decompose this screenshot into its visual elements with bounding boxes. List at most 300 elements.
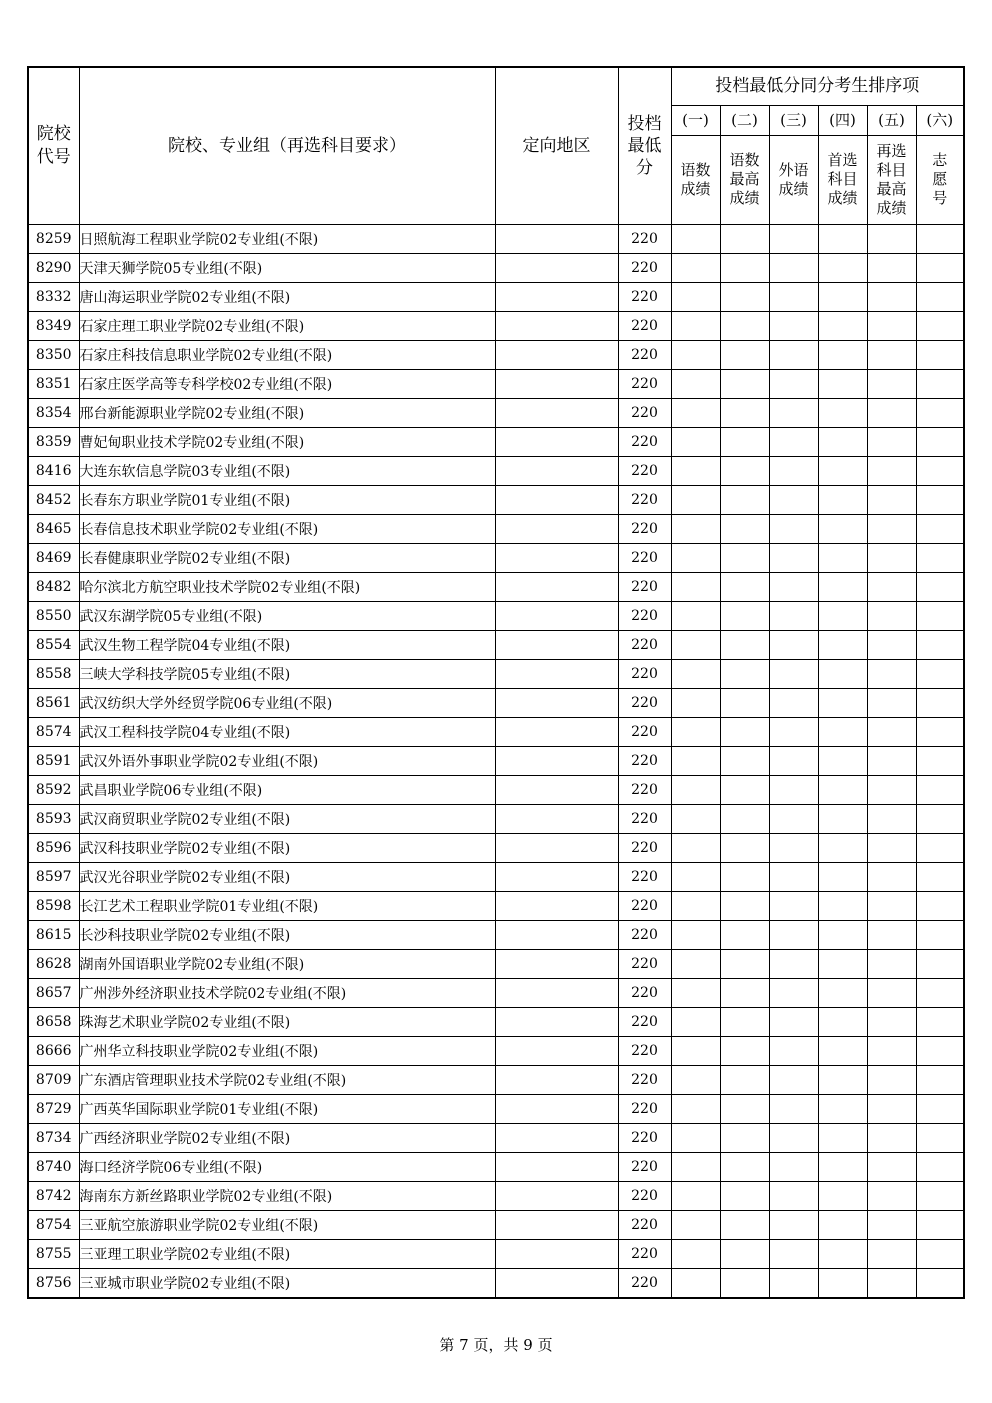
school-code-cell: 8593	[28, 804, 79, 833]
min-score-cell: 220	[618, 311, 671, 340]
table-row	[28, 282, 964, 311]
tiebreak-cell-3	[769, 311, 818, 340]
tiebreak-cell-1	[671, 1065, 720, 1094]
tiebreak-cell-5	[867, 833, 916, 862]
school-code-cell: 8740	[28, 1152, 79, 1181]
table-row	[28, 659, 964, 688]
min-score-cell: 220	[618, 746, 671, 775]
school-code-cell: 8354	[28, 398, 79, 427]
tiebreak-cell-1	[671, 891, 720, 920]
tiebreak-cell-6	[916, 369, 964, 398]
tiebreak-cell-4	[818, 1065, 867, 1094]
tiebreak-cell-1	[671, 862, 720, 891]
region-cell	[495, 601, 618, 630]
tiebreak-cell-1	[671, 775, 720, 804]
tiebreak-cell-5	[867, 775, 916, 804]
region-cell	[495, 833, 618, 862]
header-region: 定向地区	[495, 67, 618, 224]
tiebreak-cell-5	[867, 601, 916, 630]
region-cell	[495, 891, 618, 920]
school-code-cell: 8658	[28, 1007, 79, 1036]
tiebreak-cell-1	[671, 1036, 720, 1065]
tiebreak-cell-4	[818, 253, 867, 282]
tiebreak-cell-5	[867, 224, 916, 253]
tiebreak-cell-4	[818, 804, 867, 833]
school-group-name-cell: 长春信息技术职业学院02专业组(不限)	[79, 514, 495, 543]
tiebreak-cell-5	[867, 1094, 916, 1123]
tiebreak-cell-4	[818, 746, 867, 775]
tiebreak-cell-3	[769, 456, 818, 485]
tiebreak-cell-6	[916, 1007, 964, 1036]
table-row	[28, 1239, 964, 1268]
tiebreak-cell-2	[720, 514, 769, 543]
tiebreak-cell-6	[916, 224, 964, 253]
page-footer: 第 7 页，共 9 页	[439, 1336, 553, 1354]
tiebreak-cell-6	[916, 746, 964, 775]
tiebreak-cell-3	[769, 1152, 818, 1181]
school-group-name-cell: 石家庄科技信息职业学院02专业组(不限)	[79, 340, 495, 369]
tiebreak-cell-2	[720, 340, 769, 369]
school-code-cell: 8465	[28, 514, 79, 543]
tiebreak-num-6: (六)	[916, 105, 964, 135]
tiebreak-cell-1	[671, 630, 720, 659]
tiebreak-item-5	[867, 135, 916, 224]
tiebreak-cell-6	[916, 717, 964, 746]
table-row	[28, 1181, 964, 1210]
tiebreak-cell-5	[867, 688, 916, 717]
tiebreak-cell-1	[671, 1268, 720, 1298]
tiebreak-cell-5	[867, 543, 916, 572]
min-score-cell: 220	[618, 485, 671, 514]
tiebreak-item-1-text: 语数成绩	[680, 160, 711, 198]
table-row	[28, 398, 964, 427]
header-min-score	[618, 67, 671, 224]
tiebreak-cell-2	[720, 1181, 769, 1210]
tiebreak-num-1: (一)	[671, 105, 720, 135]
table-row	[28, 949, 964, 978]
region-cell	[495, 978, 618, 1007]
tiebreak-cell-5	[867, 862, 916, 891]
min-score-cell: 220	[618, 804, 671, 833]
table-row	[28, 340, 964, 369]
table-row	[28, 775, 964, 804]
school-code-cell: 8349	[28, 311, 79, 340]
tiebreak-cell-3	[769, 1181, 818, 1210]
tiebreak-cell-1	[671, 514, 720, 543]
school-code-cell: 8598	[28, 891, 79, 920]
school-group-name-cell: 海口经济学院06专业组(不限)	[79, 1152, 495, 1181]
school-code-cell: 8482	[28, 572, 79, 601]
tiebreak-cell-1	[671, 949, 720, 978]
min-score-cell: 220	[618, 688, 671, 717]
tiebreak-cell-3	[769, 427, 818, 456]
min-score-cell: 220	[618, 224, 671, 253]
tiebreak-cell-5	[867, 311, 916, 340]
school-group-name-cell: 海南东方新丝路职业学院02专业组(不限)	[79, 1181, 495, 1210]
school-group-name-cell: 日照航海工程职业学院02专业组(不限)	[79, 224, 495, 253]
school-group-name-cell: 三亚理工职业学院02专业组(不限)	[79, 1239, 495, 1268]
school-code-cell: 8597	[28, 862, 79, 891]
tiebreak-cell-6	[916, 775, 964, 804]
tiebreak-item-2	[720, 135, 769, 224]
school-group-name-cell: 广西英华国际职业学院01专业组(不限)	[79, 1094, 495, 1123]
tiebreak-cell-2	[720, 1065, 769, 1094]
school-code-cell: 8332	[28, 282, 79, 311]
tiebreak-cell-5	[867, 253, 916, 282]
tiebreak-cell-2	[720, 369, 769, 398]
tiebreak-cell-3	[769, 688, 818, 717]
tiebreak-cell-3	[769, 891, 818, 920]
min-score-cell: 220	[618, 1239, 671, 1268]
tiebreak-cell-3	[769, 340, 818, 369]
school-code-cell: 8469	[28, 543, 79, 572]
tiebreak-cell-4	[818, 1094, 867, 1123]
tiebreak-cell-1	[671, 833, 720, 862]
tiebreak-cell-3	[769, 862, 818, 891]
tiebreak-cell-5	[867, 398, 916, 427]
tiebreak-cell-6	[916, 485, 964, 514]
tiebreak-cell-3	[769, 572, 818, 601]
region-cell	[495, 1239, 618, 1268]
tiebreak-cell-3	[769, 485, 818, 514]
table-row	[28, 717, 964, 746]
school-group-name-cell: 广州涉外经济职业技术学院02专业组(不限)	[79, 978, 495, 1007]
min-score-cell: 220	[618, 1268, 671, 1298]
tiebreak-cell-5	[867, 514, 916, 543]
tiebreak-cell-6	[916, 1152, 964, 1181]
school-code-cell: 8350	[28, 340, 79, 369]
tiebreak-cell-6	[916, 340, 964, 369]
table-body	[28, 224, 964, 1298]
tiebreak-cell-1	[671, 978, 720, 1007]
tiebreak-cell-3	[769, 833, 818, 862]
tiebreak-cell-3	[769, 1123, 818, 1152]
school-code-cell: 8756	[28, 1268, 79, 1298]
tiebreak-cell-4	[818, 833, 867, 862]
tiebreak-cell-6	[916, 630, 964, 659]
tiebreak-cell-1	[671, 340, 720, 369]
tiebreak-cell-6	[916, 920, 964, 949]
tiebreak-cell-6	[916, 427, 964, 456]
tiebreak-cell-2	[720, 862, 769, 891]
school-code-cell: 8416	[28, 456, 79, 485]
tiebreak-cell-6	[916, 659, 964, 688]
tiebreak-cell-3	[769, 949, 818, 978]
school-code-cell: 8657	[28, 978, 79, 1007]
tiebreak-cell-4	[818, 1239, 867, 1268]
tiebreak-cell-2	[720, 630, 769, 659]
tiebreak-cell-5	[867, 891, 916, 920]
school-group-name-cell: 三亚城市职业学院02专业组(不限)	[79, 1268, 495, 1298]
tiebreak-cell-5	[867, 1268, 916, 1298]
table-header	[28, 67, 964, 224]
tiebreak-cell-3	[769, 920, 818, 949]
tiebreak-cell-5	[867, 282, 916, 311]
min-score-cell: 220	[618, 1123, 671, 1152]
tiebreak-cell-2	[720, 1239, 769, 1268]
school-code-cell: 8615	[28, 920, 79, 949]
tiebreak-cell-4	[818, 485, 867, 514]
table-row	[28, 1210, 964, 1239]
min-score-cell: 220	[618, 1065, 671, 1094]
tiebreak-cell-4	[818, 282, 867, 311]
tiebreak-cell-4	[818, 775, 867, 804]
tiebreak-cell-1	[671, 543, 720, 572]
tiebreak-cell-5	[867, 746, 916, 775]
tiebreak-item-3-text: 外语成绩	[778, 160, 809, 198]
tiebreak-cell-5	[867, 1181, 916, 1210]
min-score-cell: 220	[618, 1094, 671, 1123]
min-score-cell: 220	[618, 282, 671, 311]
tiebreak-cell-2	[720, 978, 769, 1007]
tiebreak-cell-2	[720, 1007, 769, 1036]
tiebreak-cell-4	[818, 311, 867, 340]
region-cell	[495, 949, 618, 978]
tiebreak-cell-4	[818, 920, 867, 949]
tiebreak-cell-1	[671, 282, 720, 311]
tiebreak-num-5: (五)	[867, 105, 916, 135]
school-group-name-cell: 长江艺术工程职业学院01专业组(不限)	[79, 891, 495, 920]
tiebreak-cell-6	[916, 1036, 964, 1065]
tiebreak-item-3	[769, 135, 818, 224]
region-cell	[495, 630, 618, 659]
tiebreak-cell-6	[916, 311, 964, 340]
min-score-cell: 220	[618, 601, 671, 630]
tiebreak-cell-6	[916, 833, 964, 862]
min-score-cell: 220	[618, 1152, 671, 1181]
table-row	[28, 804, 964, 833]
min-score-cell: 220	[618, 1007, 671, 1036]
tiebreak-cell-6	[916, 543, 964, 572]
tiebreak-cell-3	[769, 398, 818, 427]
region-cell	[495, 1123, 618, 1152]
tiebreak-cell-3	[769, 514, 818, 543]
region-cell	[495, 920, 618, 949]
school-code-cell: 8351	[28, 369, 79, 398]
table-row	[28, 601, 964, 630]
tiebreak-cell-4	[818, 1123, 867, 1152]
tiebreak-cell-6	[916, 601, 964, 630]
tiebreak-cell-6	[916, 253, 964, 282]
region-cell	[495, 717, 618, 746]
tiebreak-cell-4	[818, 427, 867, 456]
region-cell	[495, 369, 618, 398]
tiebreak-cell-2	[720, 311, 769, 340]
tiebreak-cell-2	[720, 659, 769, 688]
tiebreak-cell-4	[818, 688, 867, 717]
header-name: 院校、专业组（再选科目要求）	[79, 67, 495, 224]
tiebreak-cell-6	[916, 862, 964, 891]
tiebreak-cell-1	[671, 659, 720, 688]
school-group-name-cell: 武汉外语外事职业学院02专业组(不限)	[79, 746, 495, 775]
school-code-cell: 8734	[28, 1123, 79, 1152]
tiebreak-cell-3	[769, 543, 818, 572]
tiebreak-cell-1	[671, 717, 720, 746]
min-score-cell: 220	[618, 456, 671, 485]
tiebreak-cell-2	[720, 717, 769, 746]
tiebreak-cell-5	[867, 1007, 916, 1036]
tiebreak-cell-5	[867, 1210, 916, 1239]
tiebreak-cell-6	[916, 1210, 964, 1239]
table-row	[28, 746, 964, 775]
region-cell	[495, 659, 618, 688]
tiebreak-cell-5	[867, 804, 916, 833]
min-score-cell: 220	[618, 630, 671, 659]
tiebreak-cell-3	[769, 369, 818, 398]
tiebreak-cell-4	[818, 456, 867, 485]
tiebreak-cell-1	[671, 920, 720, 949]
tiebreak-cell-1	[671, 224, 720, 253]
tiebreak-item-5-text: 再选科目最高成绩	[876, 141, 907, 217]
tiebreak-cell-2	[720, 224, 769, 253]
tiebreak-cell-6	[916, 572, 964, 601]
school-code-cell: 8628	[28, 949, 79, 978]
tiebreak-cell-2	[720, 427, 769, 456]
tiebreak-cell-4	[818, 543, 867, 572]
school-code-cell: 8554	[28, 630, 79, 659]
tiebreak-item-6-text: 志愿号	[932, 151, 948, 207]
tiebreak-cell-2	[720, 572, 769, 601]
school-code-cell: 8290	[28, 253, 79, 282]
region-cell	[495, 253, 618, 282]
tiebreak-cell-3	[769, 717, 818, 746]
min-score-cell: 220	[618, 949, 671, 978]
school-code-cell: 8592	[28, 775, 79, 804]
tiebreak-cell-1	[671, 1123, 720, 1152]
school-code-cell: 8561	[28, 688, 79, 717]
tiebreak-cell-2	[720, 891, 769, 920]
tiebreak-cell-5	[867, 1036, 916, 1065]
region-cell	[495, 1210, 618, 1239]
tiebreak-cell-4	[818, 514, 867, 543]
region-cell	[495, 572, 618, 601]
min-score-cell: 220	[618, 543, 671, 572]
tiebreak-cell-4	[818, 630, 867, 659]
tiebreak-cell-5	[867, 485, 916, 514]
tiebreak-cell-1	[671, 485, 720, 514]
tiebreak-num-2: (二)	[720, 105, 769, 135]
tiebreak-cell-2	[720, 1210, 769, 1239]
tiebreak-cell-1	[671, 253, 720, 282]
tiebreak-cell-4	[818, 1036, 867, 1065]
table-row	[28, 311, 964, 340]
tiebreak-cell-3	[769, 1036, 818, 1065]
tiebreak-cell-6	[916, 949, 964, 978]
school-code-cell: 8729	[28, 1094, 79, 1123]
table-row	[28, 1065, 964, 1094]
tiebreak-cell-2	[720, 398, 769, 427]
tiebreak-item-1	[671, 135, 720, 224]
tiebreak-cell-6	[916, 1094, 964, 1123]
region-cell	[495, 456, 618, 485]
tiebreak-cell-2	[720, 601, 769, 630]
tiebreak-cell-5	[867, 630, 916, 659]
table-row	[28, 1152, 964, 1181]
school-group-name-cell: 石家庄理工职业学院02专业组(不限)	[79, 311, 495, 340]
tiebreak-cell-3	[769, 775, 818, 804]
tiebreak-cell-4	[818, 659, 867, 688]
school-code-cell: 8596	[28, 833, 79, 862]
tiebreak-cell-6	[916, 1123, 964, 1152]
table-row	[28, 514, 964, 543]
table-row	[28, 1094, 964, 1123]
tiebreak-cell-5	[867, 1065, 916, 1094]
table-row	[28, 485, 964, 514]
tiebreak-cell-2	[720, 949, 769, 978]
tiebreak-cell-3	[769, 253, 818, 282]
tiebreak-cell-3	[769, 282, 818, 311]
tiebreak-cell-2	[720, 282, 769, 311]
min-score-cell: 220	[618, 891, 671, 920]
school-code-cell: 8591	[28, 746, 79, 775]
school-group-name-cell: 广东酒店管理职业技术学院02专业组(不限)	[79, 1065, 495, 1094]
school-group-name-cell: 大连东软信息学院03专业组(不限)	[79, 456, 495, 485]
table-row	[28, 891, 964, 920]
tiebreak-cell-5	[867, 659, 916, 688]
tiebreak-cell-5	[867, 1123, 916, 1152]
header-code	[28, 67, 79, 224]
tiebreak-cell-4	[818, 369, 867, 398]
tiebreak-cell-5	[867, 717, 916, 746]
tiebreak-cell-4	[818, 340, 867, 369]
school-group-name-cell: 武汉商贸职业学院02专业组(不限)	[79, 804, 495, 833]
tiebreak-cell-4	[818, 572, 867, 601]
tiebreak-cell-6	[916, 514, 964, 543]
tiebreak-cell-6	[916, 282, 964, 311]
school-group-name-cell: 广州华立科技职业学院02专业组(不限)	[79, 1036, 495, 1065]
tiebreak-cell-2	[720, 1268, 769, 1298]
school-code-cell: 8452	[28, 485, 79, 514]
school-code-cell: 8709	[28, 1065, 79, 1094]
tiebreak-item-4-text: 首选科目成绩	[827, 151, 858, 207]
region-cell	[495, 514, 618, 543]
region-cell	[495, 485, 618, 514]
table-row	[28, 543, 964, 572]
region-cell	[495, 224, 618, 253]
tiebreak-cell-2	[720, 1094, 769, 1123]
tiebreak-cell-1	[671, 1239, 720, 1268]
tiebreak-cell-2	[720, 1123, 769, 1152]
tiebreak-cell-5	[867, 978, 916, 1007]
tiebreak-cell-2	[720, 804, 769, 833]
school-group-name-cell: 三峡大学科技学院05专业组(不限)	[79, 659, 495, 688]
tiebreak-cell-1	[671, 688, 720, 717]
table-row	[28, 572, 964, 601]
tiebreak-cell-4	[818, 717, 867, 746]
school-group-name-cell: 邢台新能源职业学院02专业组(不限)	[79, 398, 495, 427]
tiebreak-cell-1	[671, 1007, 720, 1036]
school-group-name-cell: 广西经济职业学院02专业组(不限)	[79, 1123, 495, 1152]
tiebreak-cell-1	[671, 1181, 720, 1210]
school-group-name-cell: 武汉生物工程学院04专业组(不限)	[79, 630, 495, 659]
tiebreak-cell-3	[769, 746, 818, 775]
tiebreak-cell-2	[720, 1152, 769, 1181]
tiebreak-cell-3	[769, 630, 818, 659]
min-score-cell: 220	[618, 398, 671, 427]
tiebreak-cell-6	[916, 688, 964, 717]
region-cell	[495, 688, 618, 717]
header-tiebreak-title: 投档最低分同分考生排序项	[671, 67, 964, 105]
min-score-cell: 220	[618, 340, 671, 369]
region-cell	[495, 775, 618, 804]
school-code-cell: 8259	[28, 224, 79, 253]
school-group-name-cell: 哈尔滨北方航空职业技术学院02专业组(不限)	[79, 572, 495, 601]
school-code-cell: 8742	[28, 1181, 79, 1210]
tiebreak-cell-6	[916, 456, 964, 485]
region-cell	[495, 1094, 618, 1123]
tiebreak-cell-3	[769, 1065, 818, 1094]
school-group-name-cell: 唐山海运职业学院02专业组(不限)	[79, 282, 495, 311]
